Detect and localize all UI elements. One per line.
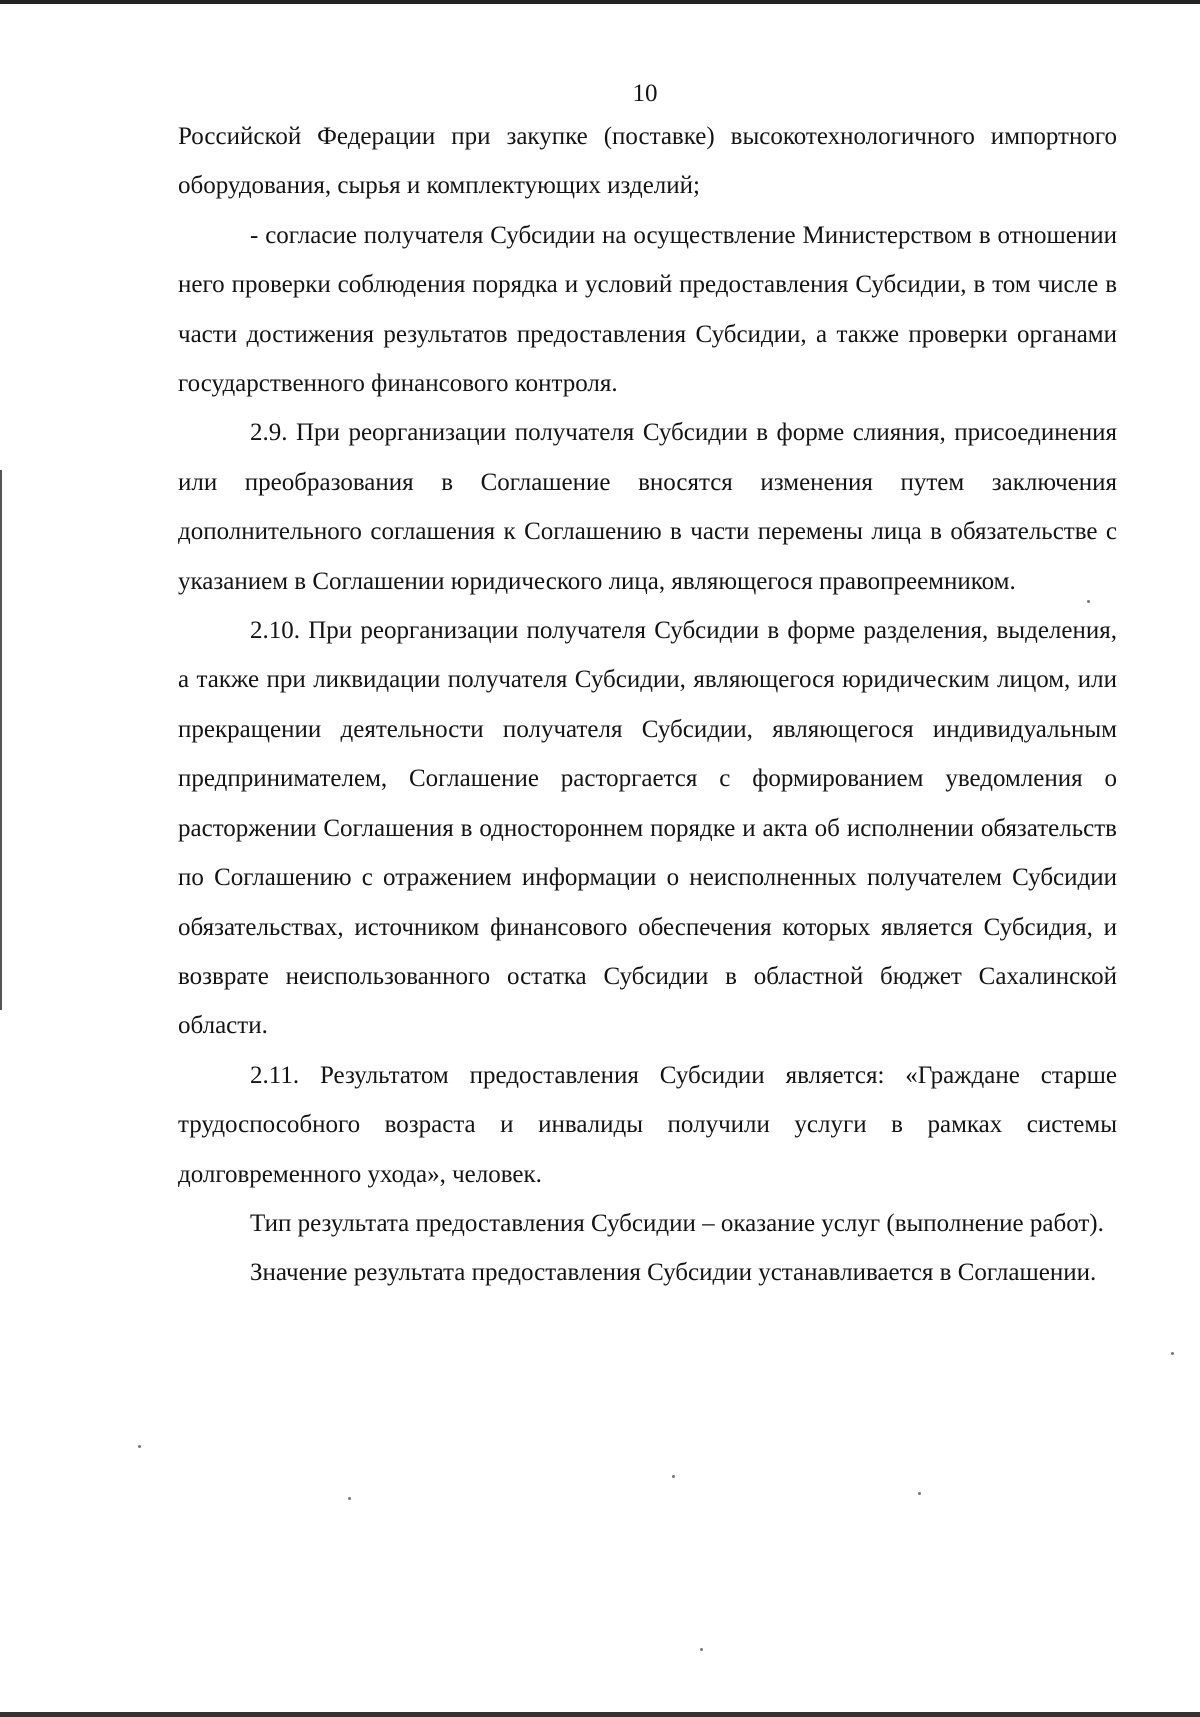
paragraph-continuation: Российской Федерации при закупке (поставке) высокотехнологичного импортного оборудования, сырья и комплектующих изделий; — [178, 123, 1117, 200]
scan-speck — [918, 1492, 921, 1495]
scan-left-edge — [0, 470, 2, 1010]
document-body — [178, 112, 1117, 1298]
paragraph-result-value: Значение результата предоставления Субсидии устанавливается в Соглашении. — [250, 1259, 1097, 1287]
scan-speck — [672, 1475, 675, 1478]
scan-bottom-edge — [0, 1712, 1200, 1717]
page-number: 10 — [632, 80, 658, 107]
scan-speck — [700, 1648, 703, 1651]
paragraph-clause-2-11: 2.11. Результатом предоставления Субсидии является: «Граждане старше трудоспособного возраста и инвалиды получили услуги в рамках системы долговременного ухода», человек. — [178, 1061, 1117, 1188]
paragraph-result-type: Тип результата предоставления Субсидии – оказание услуг (выполнение работ). — [250, 1209, 1104, 1237]
scan-speck — [1171, 1352, 1174, 1355]
paragraph-clause-2-10: 2.10. При реорганизации получателя Субсидии в форме разделения, выделения, а также при ликвидации получателя Субсидии, являющегося юридическим лицом, или прекращении деятельности получателя Субсидии, являющегося индивидуальным предпринимателем, Соглашение расторгается с формированием уведомления о расторжении Соглашения в одностороннем порядке и акта об исполнении обязательств по Соглашению с отражением информации о неисполненных получателем Субсидии обязательствах, источником финансового обеспечения которых является Субсидия, и возврате неиспользованного остатка Субсидии в областной бюджет Сахалинской области. — [178, 617, 1117, 1040]
scan-top-edge — [0, 0, 1200, 4]
paragraph-clause-2-9: 2.9. При реорганизации получателя Субсидии в форме слияния, присоединения или преобразования в Соглашение вносятся изменения путем заключения дополнительного соглашения к Соглашению в части перемены лица в обязательстве с указанием в Соглашении юридического лица, являющегося правопреемником. — [178, 419, 1117, 595]
scan-speck — [348, 1497, 351, 1500]
paragraph-consent: - согласие получателя Субсидии на осуществление Министерством в отношении него проверки соблюдения порядка и условий предоставления Субсидии, в том числе в части достижения результатов предоставления Субсидии, а также проверки органами государственного финансового контроля. — [178, 221, 1117, 398]
scan-speck — [138, 1445, 141, 1448]
